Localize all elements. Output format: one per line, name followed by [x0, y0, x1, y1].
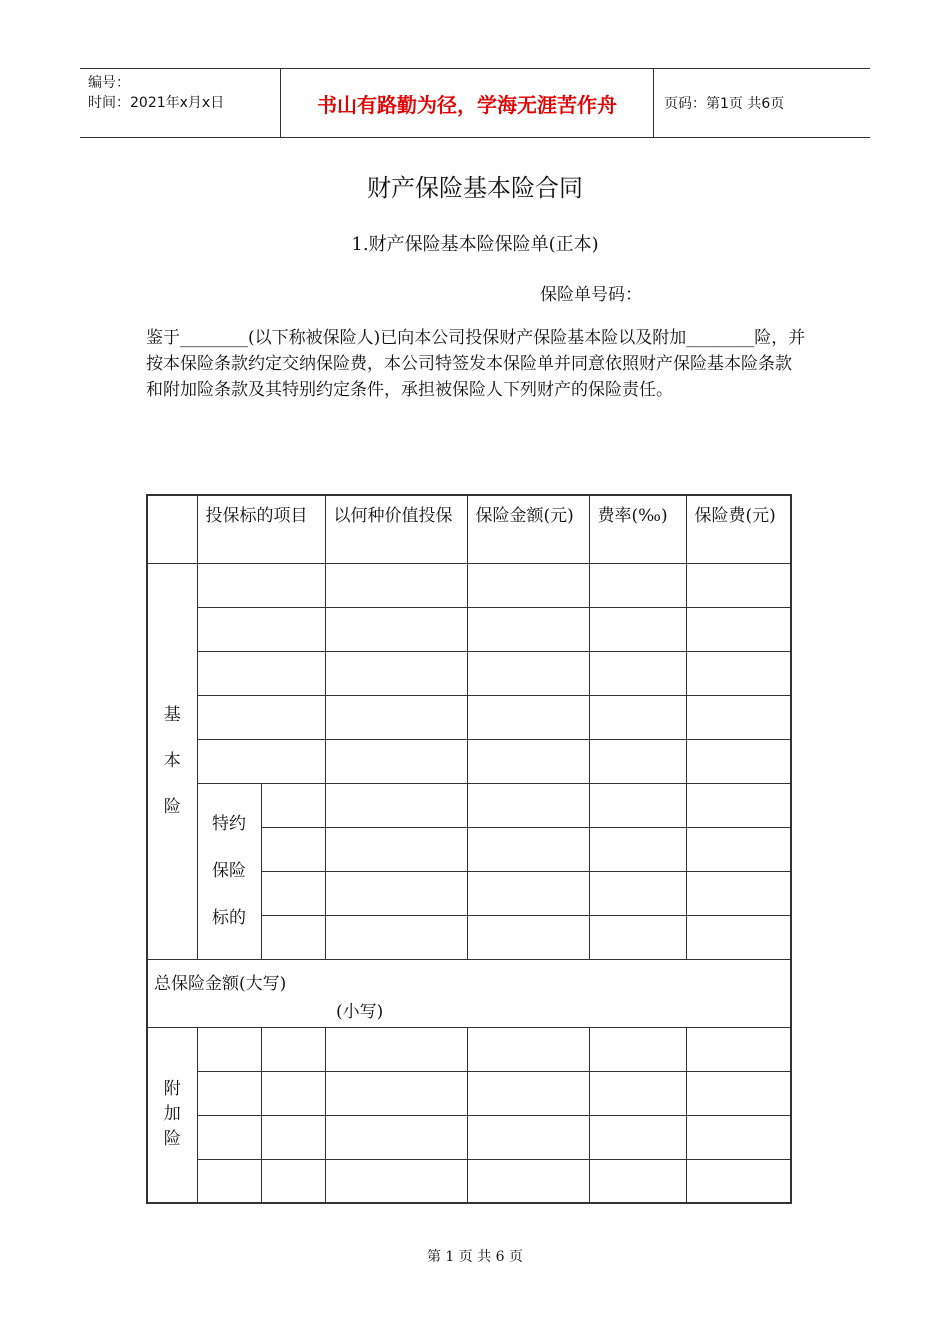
cell-premium[interactable]	[686, 651, 791, 695]
cell-item[interactable]	[197, 563, 325, 607]
policy-number-label: 保险单号码：	[540, 285, 642, 305]
table-row	[147, 695, 791, 739]
cell-amount[interactable]	[467, 1027, 589, 1071]
intro-paragraph: 鉴于________(以下称被保险人)已向本公司投保财产保险基本险以及附加________险，并按本保险条款约定交纳保险费，本公司特签发本保险单并同意依照财产保险基本险条款和附加险条款及其特别约定条件，承担被保险人下列财产的保险责任。	[146, 328, 806, 400]
cell-value-basis[interactable]	[325, 1071, 467, 1115]
cell-rate[interactable]	[589, 563, 686, 607]
cell-item[interactable]	[197, 1027, 261, 1071]
table-row	[147, 1027, 791, 1071]
special-label-text: 保险	[212, 860, 246, 881]
cell-item[interactable]	[197, 1159, 261, 1203]
cell-premium[interactable]	[686, 871, 791, 915]
header-item: 投保标的项目	[197, 495, 325, 563]
basic-label-char: 险	[163, 797, 181, 817]
cell-premium[interactable]	[686, 1115, 791, 1159]
header-meta	[80, 69, 280, 137]
table-row	[147, 651, 791, 695]
cell-amount[interactable]	[467, 827, 589, 871]
cell-premium[interactable]	[686, 915, 791, 959]
header-value-basis: 以何种价值投保	[325, 495, 467, 563]
cell-item[interactable]	[197, 1071, 261, 1115]
cell-item[interactable]	[197, 695, 325, 739]
basic-label-char: 本	[163, 751, 181, 771]
cell-premium[interactable]	[686, 1027, 791, 1071]
header-amount: 保险金额(元)	[467, 495, 589, 563]
total-row	[147, 959, 791, 1027]
cell-premium[interactable]	[686, 563, 791, 607]
table-row	[147, 1071, 791, 1115]
cell-value-basis[interactable]	[325, 783, 467, 827]
cell-rate[interactable]	[589, 651, 686, 695]
additional-insurance-label	[147, 1027, 197, 1203]
cell-rate[interactable]	[589, 607, 686, 651]
special-label-text: 特约	[212, 813, 246, 834]
cell-premium[interactable]	[686, 695, 791, 739]
total-amount-uppercase: 总保险金额(大写)	[154, 973, 287, 994]
cell-value-basis[interactable]	[325, 827, 467, 871]
cell-item[interactable]	[197, 607, 325, 651]
cell-amount[interactable]	[467, 1159, 589, 1203]
header-motto: 书山有路勤为径，学海无涯苦作舟	[280, 69, 654, 137]
additional-label-char: 险	[163, 1129, 181, 1150]
cell-value-basis[interactable]	[325, 695, 467, 739]
table-row	[147, 739, 791, 783]
cell-item-sub[interactable]	[261, 1071, 325, 1115]
cell-amount[interactable]	[467, 651, 589, 695]
cell-amount[interactable]	[467, 871, 589, 915]
cell-value-basis[interactable]	[325, 1115, 467, 1159]
table-row	[147, 607, 791, 651]
table-header-row	[147, 495, 791, 563]
cell-rate[interactable]	[589, 695, 686, 739]
cell-rate[interactable]	[589, 1027, 686, 1071]
header-date: 时间：2021年x月x日	[88, 95, 225, 111]
cell-rate[interactable]	[589, 739, 686, 783]
cell-rate[interactable]	[589, 1071, 686, 1115]
header-page-info: 页码：第1页 共6页	[664, 96, 785, 112]
cell-item[interactable]	[261, 827, 325, 871]
header-rate: 费率(‰)	[589, 495, 686, 563]
cell-rate[interactable]	[589, 871, 686, 915]
cell-item[interactable]	[197, 739, 325, 783]
cell-rate[interactable]	[589, 827, 686, 871]
cell-amount[interactable]	[467, 739, 589, 783]
cell-amount[interactable]	[467, 563, 589, 607]
cell-premium[interactable]	[686, 1159, 791, 1203]
special-insurance-label	[197, 783, 261, 959]
cell-item-sub[interactable]	[261, 1115, 325, 1159]
cell-premium[interactable]	[686, 607, 791, 651]
document-subtitle: 1.财产保险基本险保险单(正本)	[351, 234, 599, 255]
cell-item-sub[interactable]	[261, 1027, 325, 1071]
insurance-table	[146, 494, 792, 1204]
cell-value-basis[interactable]	[325, 739, 467, 783]
cell-item[interactable]	[261, 915, 325, 959]
table-row	[147, 1159, 791, 1203]
table-row	[147, 1115, 791, 1159]
cell-rate[interactable]	[589, 1159, 686, 1203]
cell-item[interactable]	[197, 651, 325, 695]
cell-amount[interactable]	[467, 783, 589, 827]
header-premium: 保险费(元)	[686, 495, 791, 563]
cell-value-basis[interactable]	[325, 1027, 467, 1071]
basic-label-char: 基	[163, 705, 181, 725]
cell-item[interactable]	[261, 783, 325, 827]
cell-value-basis[interactable]	[325, 1159, 467, 1203]
cell-item[interactable]	[261, 871, 325, 915]
cell-value-basis[interactable]	[325, 607, 467, 651]
cell-premium[interactable]	[686, 739, 791, 783]
header-blank-cell	[147, 495, 197, 563]
cell-amount[interactable]	[467, 915, 589, 959]
cell-premium[interactable]	[686, 1071, 791, 1115]
cell-value-basis[interactable]	[325, 563, 467, 607]
additional-label-char: 附	[163, 1079, 181, 1100]
cell-item-sub[interactable]	[261, 1159, 325, 1203]
cell-rate[interactable]	[589, 915, 686, 959]
total-amount-cell[interactable]	[147, 959, 791, 1027]
cell-amount[interactable]	[467, 1115, 589, 1159]
document-title: 财产保险基本险合同	[367, 174, 583, 202]
total-amount-lowercase: (小写)	[336, 1001, 384, 1022]
cell-item[interactable]	[197, 1115, 261, 1159]
cell-value-basis[interactable]	[325, 651, 467, 695]
page-header	[80, 68, 870, 138]
header-number: 编号：	[88, 75, 130, 91]
cell-amount[interactable]	[467, 695, 589, 739]
page-footer: 第 1 页 共 6 页	[426, 1249, 524, 1265]
cell-premium[interactable]	[686, 783, 791, 827]
additional-label-char: 加	[163, 1104, 181, 1125]
cell-amount[interactable]	[467, 607, 589, 651]
table-row	[147, 783, 791, 827]
cell-premium[interactable]	[686, 827, 791, 871]
table-row	[147, 563, 791, 607]
basic-insurance-label	[147, 563, 197, 959]
special-label-text: 标的	[212, 907, 246, 928]
cell-rate[interactable]	[589, 1115, 686, 1159]
cell-rate[interactable]	[589, 783, 686, 827]
cell-value-basis[interactable]	[325, 915, 467, 959]
cell-value-basis[interactable]	[325, 871, 467, 915]
cell-amount[interactable]	[467, 1071, 589, 1115]
